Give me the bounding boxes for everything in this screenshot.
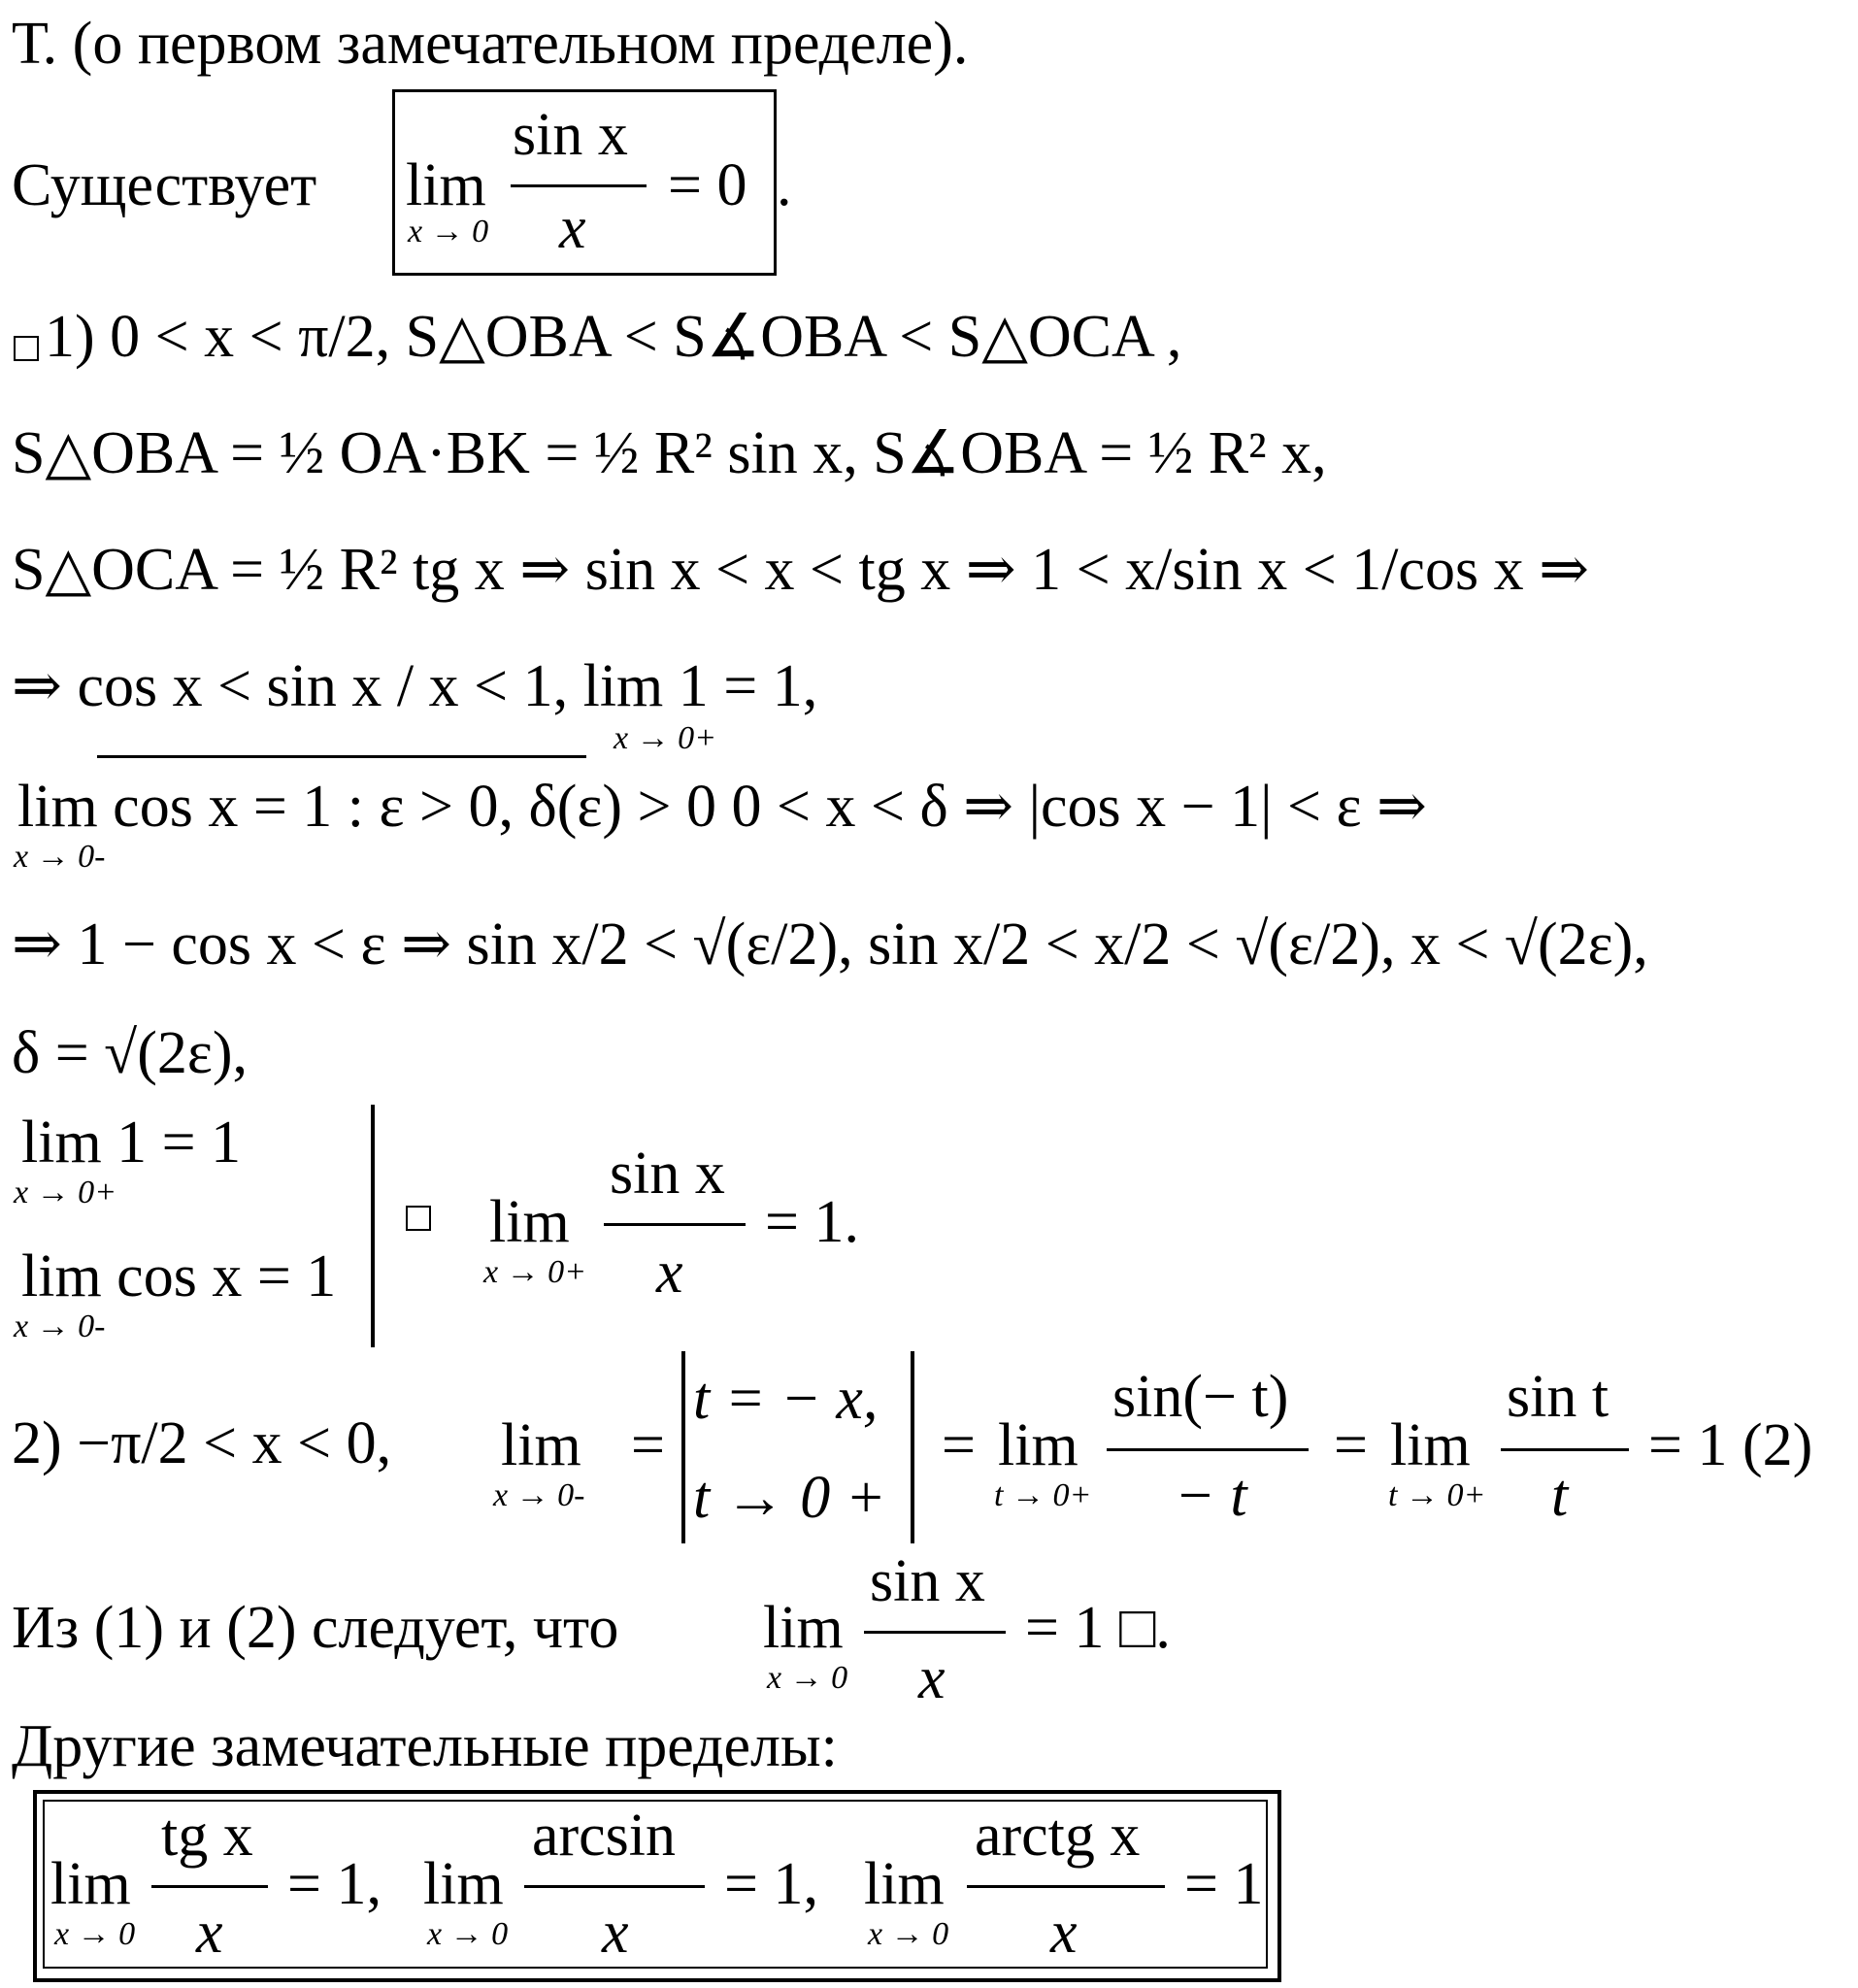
other-limits-title: Другие замечательные пределы: [12, 1713, 838, 1779]
proof-line-7: δ = √(2ε), [12, 1020, 249, 1086]
statement-prefix: Существует [12, 152, 317, 218]
other-limit-3-rhs: = 1 [1184, 1851, 1264, 1917]
other-limit-1-bar [151, 1885, 268, 1888]
system-line-b-sub: x → 0- [14, 1309, 106, 1344]
part2-bar-3 [1501, 1448, 1629, 1451]
other-limit-1-rhs: = 1, [287, 1851, 382, 1917]
theorem-heading: Т. (о первом замечательном пределе). [12, 11, 969, 77]
system-line-a: lim 1 = 1 [21, 1110, 242, 1176]
other-limit-3-denominator: x [1050, 1900, 1078, 1966]
part2-denominator-2: − t [1175, 1463, 1247, 1529]
other-limit-3-lim: lim [864, 1851, 945, 1917]
other-limit-1-denominator: x [196, 1900, 223, 1966]
part2-left-bar [681, 1351, 685, 1543]
other-limit-2-rhs: = 1, [724, 1851, 818, 1917]
part2-eq-c: = [1334, 1412, 1368, 1478]
part2-lim2-sub: t → 0+ [994, 1477, 1092, 1513]
system-conclusion-lim: lim [489, 1189, 570, 1255]
part2-substitution-a: t = − x, [693, 1366, 879, 1432]
proof-line-5: lim cos x = 1 : ε > 0, δ(ε) > 0 0 < x < δ ⇒ |cos x − 1| < ε ⇒ [17, 774, 1428, 840]
part2-eq-b: = [942, 1412, 976, 1478]
part2-prefix: 2) −π/2 < x < 0, [12, 1410, 392, 1476]
proof-line-6: ⇒ 1 − cos x < ε ⇒ sin x/2 < √(ε/2), sin x/2 < x/2 < √(ε/2), x < √(2ε), [12, 911, 1648, 977]
other-limit-3-bar [967, 1885, 1165, 1888]
conclusion-rhs: = 1 □. [1025, 1595, 1171, 1661]
system-conclusion-denominator: x [656, 1240, 683, 1306]
conclusion-lim-sub: x → 0 [767, 1660, 848, 1696]
part2-lim2: lim [998, 1412, 1078, 1478]
other-limit-3-sub: x → 0 [868, 1916, 949, 1952]
part2-numerator-2: sin(− t) [1112, 1364, 1289, 1430]
other-limit-1-lim: lim [50, 1851, 131, 1917]
statement-rhs: = 0 [668, 152, 747, 218]
system-conclusion-numerator: sin x [610, 1141, 725, 1207]
implies-box [406, 1206, 431, 1231]
conclusion-lim: lim [763, 1595, 844, 1661]
other-limit-3-numerator: arctg x [975, 1803, 1141, 1869]
proof-line-4: ⇒ cos x < sin x / x < 1, lim 1 = 1, [12, 653, 818, 719]
conclusion-denominator: x [918, 1645, 946, 1711]
other-limit-2-lim: lim [423, 1851, 504, 1917]
other-limit-2-bar [524, 1885, 705, 1888]
conclusion-text: Из (1) и (2) следует, что [12, 1595, 619, 1661]
part2-lim: lim [501, 1412, 581, 1478]
system-line-a-sub: x → 0+ [14, 1175, 117, 1210]
proof-line-2: S△OBA = ½ OA·BK = ½ R² sin x, S∡OBA = ½ R² x, [12, 420, 1327, 486]
part2-denominator-3: t [1551, 1463, 1569, 1529]
part2-substitution-b: t → 0 + [693, 1465, 886, 1531]
system-brace [371, 1105, 375, 1347]
part2-bar-2 [1107, 1448, 1309, 1451]
conclusion-numerator: sin x [870, 1548, 985, 1614]
system-conclusion-bar [604, 1223, 746, 1226]
other-limit-2-sub: x → 0 [427, 1916, 509, 1952]
proof-start-box [14, 336, 39, 361]
other-limit-2-numerator: arcsin [532, 1803, 677, 1869]
part2-lim3: lim [1390, 1412, 1471, 1478]
part2-lim3-sub: t → 0+ [1388, 1477, 1486, 1513]
conclusion-bar [864, 1631, 1006, 1634]
other-limit-2-denominator: x [602, 1900, 629, 1966]
other-limit-1-sub: x → 0 [54, 1916, 136, 1952]
statement-numerator: sin x [513, 102, 628, 168]
part2-eq-a: = [631, 1412, 665, 1478]
part2-rhs: = 1 (2) [1648, 1412, 1813, 1478]
part2-right-bar [911, 1351, 914, 1543]
other-limit-1-numerator: tg x [161, 1803, 253, 1869]
system-conclusion-rhs: = 1. [765, 1189, 859, 1255]
statement-lim-sub: x → 0 [408, 214, 489, 249]
statement-denominator: x [559, 195, 586, 261]
statement-lim: lim [406, 152, 486, 218]
system-conclusion-sub: x → 0+ [483, 1254, 587, 1290]
statement-fraction-bar [511, 184, 647, 187]
proof-line-1: 1) 0 < x < π/2, S△OBA < S∡OBA < S△OCA , [45, 304, 1182, 370]
system-line-b: lim cos x = 1 [21, 1243, 337, 1309]
proof-line-4-sub: x → 0+ [614, 720, 717, 756]
statement-end: . [777, 152, 792, 218]
proof-line-3: S△OCA = ½ R² tg x ⇒ sin x < x < tg x ⇒ 1 < x/sin x < 1/cos x ⇒ [12, 537, 1590, 603]
part2-numerator-3: sin t [1507, 1364, 1609, 1430]
proof-line-5-sub: x → 0- [14, 839, 106, 875]
proof-underline [97, 755, 586, 758]
part2-lim-sub: x → 0- [493, 1477, 585, 1513]
